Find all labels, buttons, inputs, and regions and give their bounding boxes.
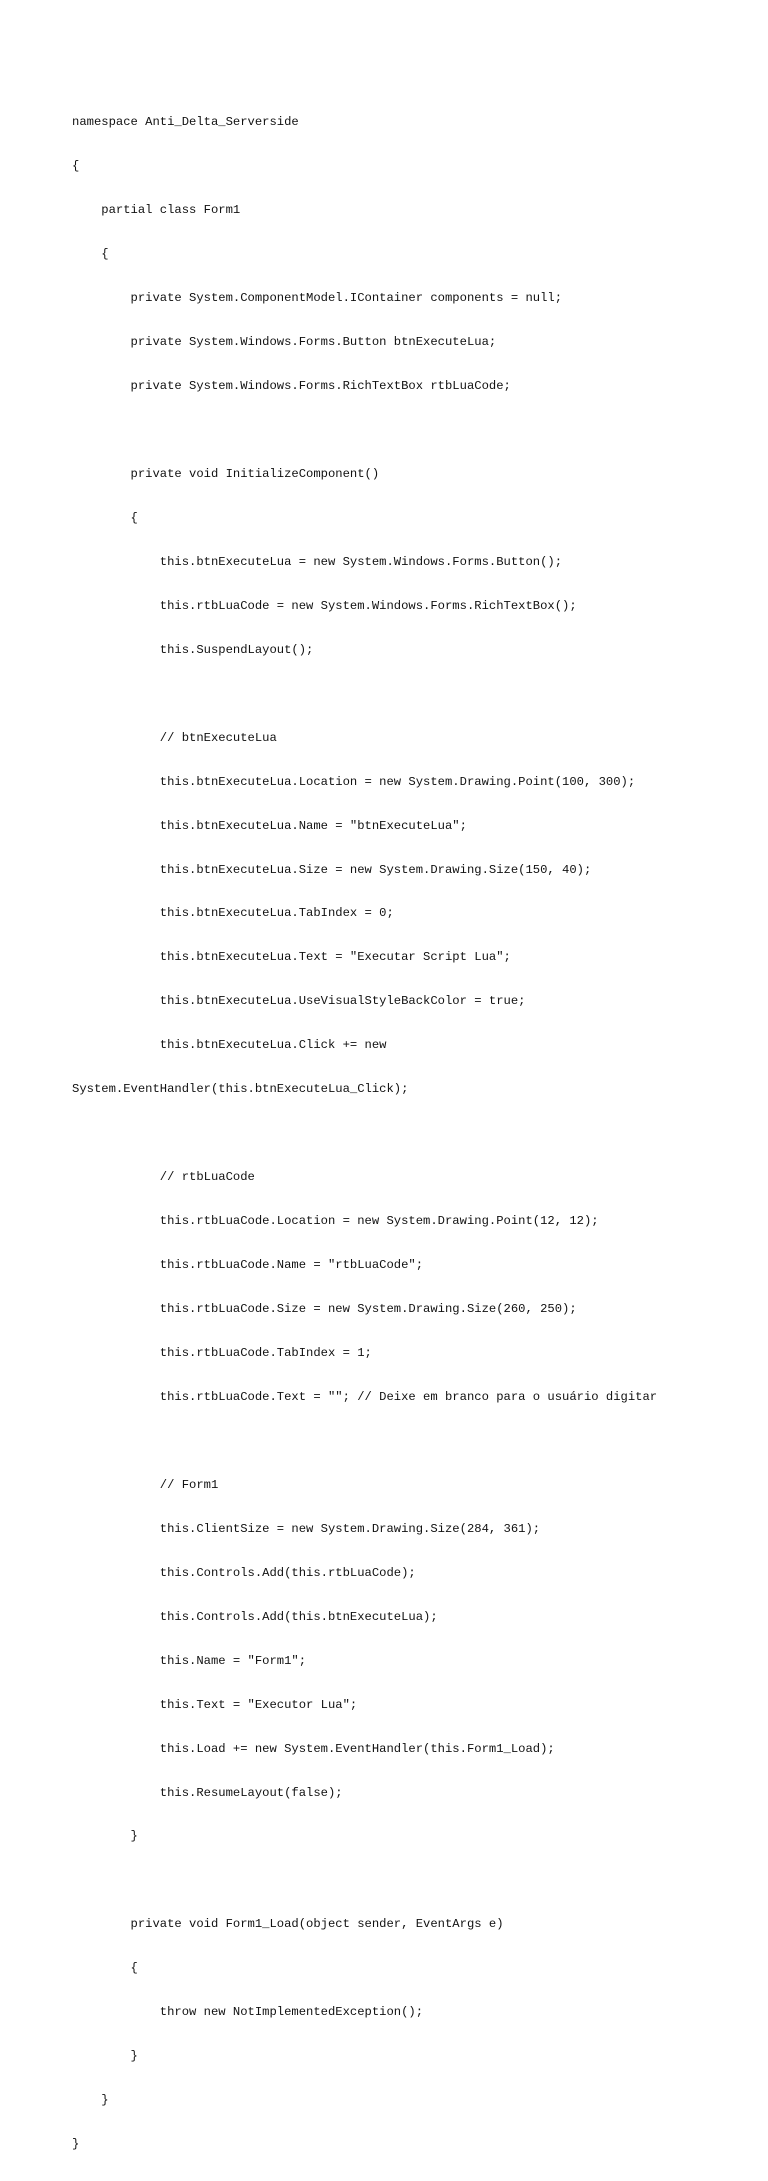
code-line: partial class Form1 [72, 203, 241, 218]
code-line: { [72, 1961, 138, 1976]
code-line: this.rtbLuaCode.TabIndex = 1; [72, 1346, 372, 1360]
code-line: { [72, 510, 138, 525]
code-line: private void Form1_Load(object sender, EventArgs e) [72, 1917, 504, 1932]
code-line: } [72, 2049, 138, 2064]
code-line: } [72, 2093, 109, 2108]
code-line: this.Controls.Add(this.btnExecuteLua); [72, 1609, 438, 1624]
code-line: this.btnExecuteLua.Name = "btnExecuteLua"; [72, 818, 467, 833]
code-line: System.EventHandler(this.btnExecuteLua_Click); [72, 1082, 409, 1097]
code-line: this.btnExecuteLua = new System.Windows.Forms.Button(); [72, 554, 563, 569]
code-line: this.btnExecuteLua.Click += new [72, 1038, 387, 1053]
code-line: throw new NotImplementedException(); [72, 2005, 424, 2020]
code-line: namespace Anti_Delta_Serverside [72, 115, 299, 130]
code-line: this.btnExecuteLua.UseVisualStyleBackColor = true; [72, 994, 526, 1009]
code-line [72, 1126, 752, 1141]
code-line: this.Controls.Add(this.rtbLuaCode); [72, 1565, 416, 1580]
code-line: { [72, 247, 109, 262]
code-line: this.Name = "Form1"; [72, 1653, 307, 1668]
code-line: this.btnExecuteLua.Location = new System.Drawing.Point(100, 300); [72, 774, 636, 789]
code-line: this.rtbLuaCode = new System.Windows.Forms.RichTextBox(); [72, 598, 577, 613]
code-line [72, 1434, 752, 1449]
code-line [72, 687, 752, 702]
code-line: this.btnExecuteLua.Text = "Executar Script Lua"; [72, 950, 511, 965]
code-line: this.rtbLuaCode.Name = "rtbLuaCode"; [72, 1258, 424, 1273]
code-line: // rtbLuaCode [72, 1170, 255, 1185]
code-line: this.SuspendLayout(); [72, 642, 314, 657]
code-line: // Form1 [72, 1477, 219, 1492]
code-line: this.Text = "Executor Lua"; [72, 1697, 358, 1712]
code-line: } [72, 1829, 138, 1844]
code-line [72, 423, 752, 438]
code-line: this.btnExecuteLua.Size = new System.Drawing.Size(150, 40); [72, 862, 592, 877]
code-line: { [72, 159, 80, 174]
code-line: this.rtbLuaCode.Location = new System.Drawing.Point(12, 12); [72, 1214, 599, 1229]
code-line: private System.Windows.Forms.RichTextBox rtbLuaCode; [72, 379, 511, 394]
code-line: this.btnExecuteLua.TabIndex = 0; [72, 906, 394, 921]
code-line: private System.ComponentModel.IContainer components = null; [72, 291, 563, 306]
code-line: } [72, 2137, 80, 2152]
code-block [72, 86, 752, 2181]
code-line: this.rtbLuaCode.Text = ""; // Deixe em branco para o usuário digitar [72, 1389, 658, 1404]
code-line: // btnExecuteLua [72, 730, 277, 745]
code-line: private void InitializeComponent() [72, 466, 380, 481]
code-line [72, 1873, 752, 1888]
code-line: this.Load += new System.EventHandler(this.Form1_Load); [72, 1741, 555, 1756]
code-line: this.rtbLuaCode.Size = new System.Drawing.Size(260, 250); [72, 1302, 577, 1317]
code-line: private System.Windows.Forms.Button btnExecuteLua; [72, 335, 497, 350]
code-line: this.ResumeLayout(false); [72, 1785, 343, 1800]
code-line: this.ClientSize = new System.Drawing.Size(284, 361); [72, 1521, 541, 1536]
